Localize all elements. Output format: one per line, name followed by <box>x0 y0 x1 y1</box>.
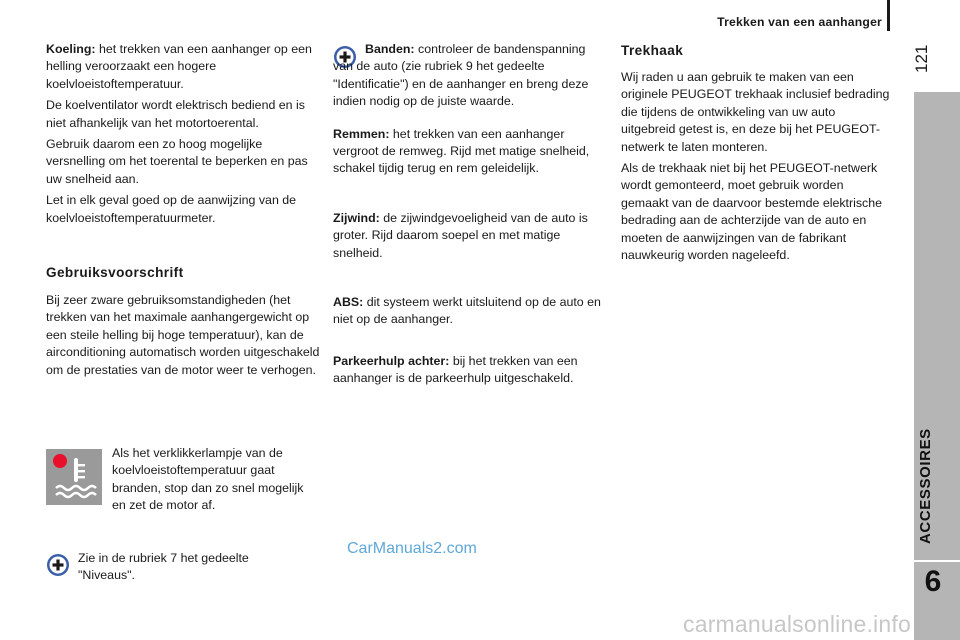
page-header-title: Trekken van een aanhanger <box>717 15 882 29</box>
paragraph-trekhaak-advice: Wij raden u aan gebruik te maken van een originele PEUGEOT trekhaak inclusief bedrading die tijdens de ontwikkeling van uw auto uitgebreid getest is, en deze bij het PEUGEOT-netwerk te laten monteren. <box>621 70 890 154</box>
banden-label: Banden: <box>365 42 415 56</box>
header-divider <box>887 0 890 31</box>
watermark-carmanuals2: CarManuals2.com <box>347 540 477 557</box>
parkeerhulp-paragraph <box>333 353 605 388</box>
coolant-temperature-warning-icon <box>46 449 102 505</box>
banden-paragraph <box>333 41 605 111</box>
warning-text: Als het verklikkerlampje van de koelvloeistoftemperatuur gaat branden, stop dan zo snel mogelijk en zet de motor af. <box>112 446 304 513</box>
koeling-paragraph <box>46 41 320 93</box>
paragraph-trekhaak-wiring: Als de trekhaak niet bij het PEUGEOT-netwerk wordt gemonteerd, moet gebruik worden gemaakt van de daarvoor bestemde elektrische bedrading aan de achterzijde van de auto en moeten de aanwijzingen van de fabrikant nauwkeurig worden nageleefd. <box>621 161 883 263</box>
column-left <box>46 41 320 379</box>
note-text: Zie in de rubriek 7 het gedeelte "Niveaus". <box>78 551 249 583</box>
zijwind-paragraph <box>333 210 605 262</box>
zijwind-text: de zijwindgevoeligheid van de auto is groter. Rijd daarom soepel en met matige snelheid. <box>333 210 588 260</box>
column-right <box>621 41 893 264</box>
watermark-carmanualsonline: carmanualsonline.info <box>683 611 911 637</box>
remmen-label: Remmen: <box>333 126 390 141</box>
zijwind-label: Zijwind: <box>333 210 380 225</box>
paragraph-airco: Bij zeer zware gebruiksomstandigheden (het trekken van het maximale aanhangergewicht op een steile helling bij hoge temperatuur), kan de airconditioning automatisch worden uitgeschakeld om de prestaties van de motor weer te verhogen. <box>46 293 320 377</box>
section-heading-trekhaak: Trekhaak <box>621 43 684 58</box>
paragraph-gauge: Let in elk geval goed op de aanwijzing van de koelvloeistoftemperatuurmeter. <box>46 193 297 225</box>
abs-text: dit systeem werkt uitsluitend op de auto en niet op de aanhanger. <box>333 295 601 327</box>
chapter-label: ACCESSOIRES <box>917 428 934 544</box>
paragraph-fan: De koelventilator wordt elektrisch bediend en is niet afhankelijk van het motortoerental. <box>46 98 305 130</box>
coolant-icon-graphic <box>46 449 102 505</box>
chapter-divider <box>913 560 960 562</box>
chapter-sidebar <box>914 92 960 640</box>
abs-label: ABS: <box>333 295 364 310</box>
remmen-paragraph <box>333 126 605 178</box>
koeling-text: het trekken van een aanhanger op een helling veroorzaakt een hogere koelvloeistoftemperatuur. <box>46 42 312 91</box>
section-heading-gebruiksvoorschrift: Gebruiksvoorschrift <box>46 265 184 281</box>
parkeerhulp-label: Parkeerhulp achter: <box>333 353 450 368</box>
chapter-number: 6 <box>924 565 942 598</box>
column-middle <box>333 41 605 388</box>
remmen-text: het trekken van een aanhanger vergroot de remweg. Rijd met matige snelheid, schakel tijdig terug en rem geleidelijk. <box>333 126 590 176</box>
parkeerhulp-text: bij het trekken van een aanhanger is de parkeerhulp uitgeschakeld. <box>333 353 578 386</box>
banden-text: controleer de bandenspanning van de auto (zie rubriek 9 het gedeelte "Identificatie") en de aanhanger en breng deze indien nodig op de juiste waarde. <box>333 42 589 109</box>
page-number: 121 <box>912 44 931 74</box>
abs-paragraph <box>333 294 605 329</box>
plus-icon <box>46 553 70 577</box>
koeling-label: Koeling: <box>46 42 96 56</box>
paragraph-gear: Gebruik daarom een zo hoog mogelijke versnelling om het toerental te beperken en pas uw snelheid aan. <box>46 137 308 186</box>
